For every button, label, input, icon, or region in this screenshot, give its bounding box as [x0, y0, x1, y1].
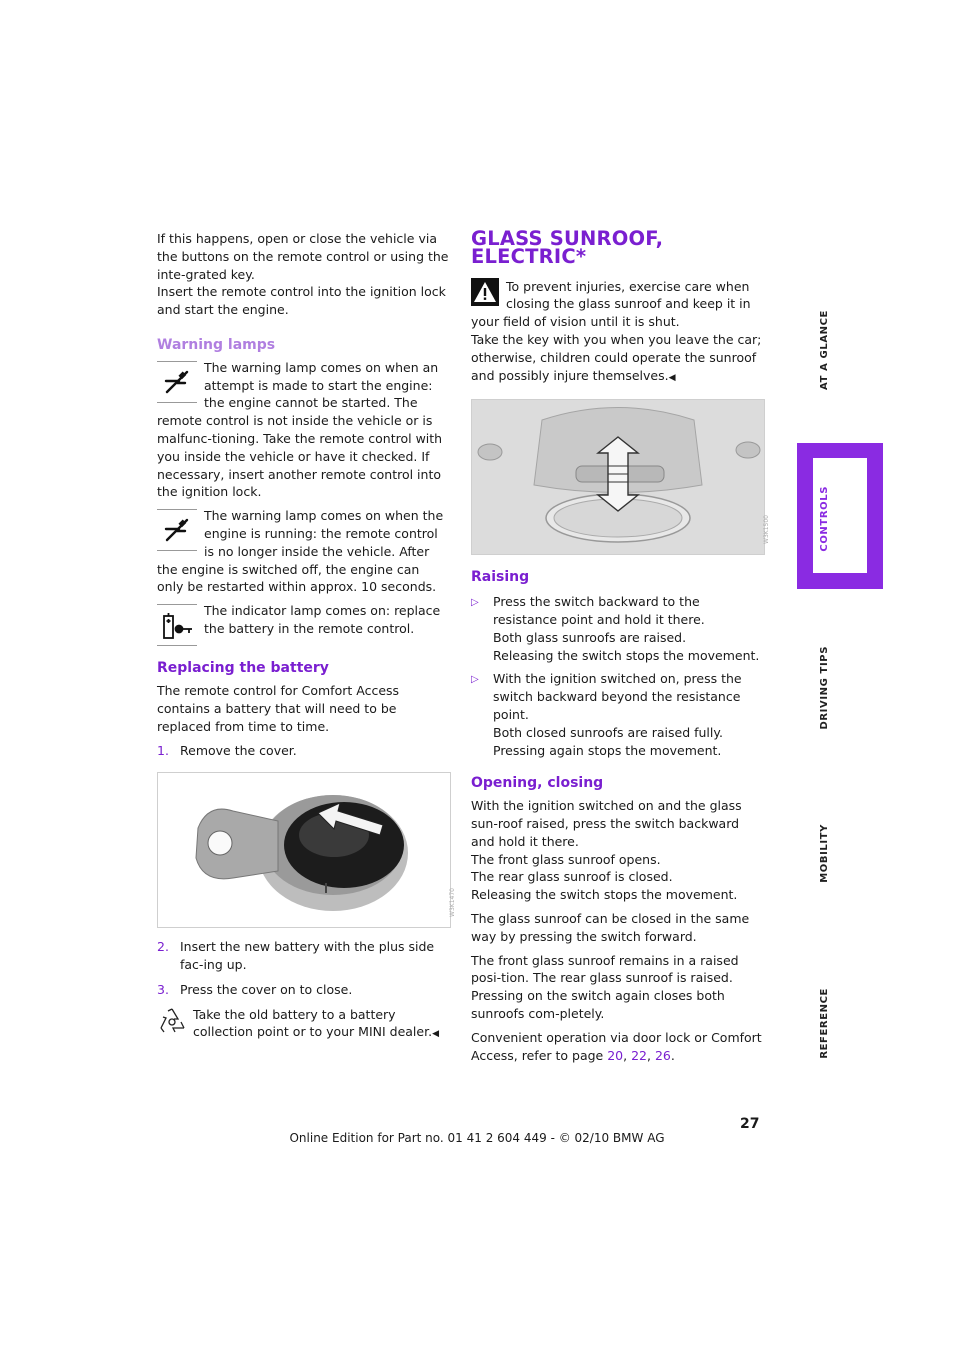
- figure-code: W3K1500: [763, 515, 771, 545]
- opening-text-7: Convenient operation via door lock or Comfort Access, refer to page 20, 22, 26.: [471, 1029, 762, 1063]
- battery-key-icon: [157, 604, 197, 646]
- step-text: Insert the new battery with the plus side fac-ing up.: [180, 939, 435, 972]
- recycle-text: Take the old battery to a battery collection point or to your MINI dealer.: [193, 1006, 433, 1040]
- key-crossed-icon: [157, 509, 197, 551]
- tab-mobility[interactable]: MOBILITY: [819, 824, 830, 883]
- warning-lamp-text-1: The warning lamp comes on when an attempt is made to start the engine: the engine cannot be started. The remote control is not inside the vehicle or is malfunc-tioning. Take the remote control with you inside the vehicle or have it checked. If necessary, insert another remote control into the ignition lock.: [157, 359, 443, 500]
- sunroof-switch-figure: [471, 399, 771, 555]
- step-text: Press the cover on to close.: [180, 981, 353, 997]
- bullet-text: Releasing the switch stops the movement.: [493, 647, 760, 663]
- intro-paragraph-1: If this happens, open or close the vehicle via the buttons on the remote control or using the inte-grated key.: [157, 231, 449, 282]
- bullet-triangle-icon: ▷: [471, 597, 479, 609]
- page-number: 27: [740, 1116, 760, 1132]
- bullet-triangle-icon: ▷: [471, 674, 479, 686]
- raising-bullet-1: [471, 593, 763, 664]
- bullet-text: Both glass sunroofs are raised.: [493, 629, 687, 645]
- raising-bullet-2: [471, 670, 763, 759]
- opening-text-4: Releasing the switch stops the movement.: [471, 887, 738, 903]
- indicator-lamp-block: [157, 602, 449, 638]
- raising-heading: Raising: [471, 569, 530, 586]
- bullet-text: With the ignition switched on, press the switch backward beyond the resistance point.: [493, 671, 742, 722]
- caution-text: To prevent injuries, exercise care when closing the glass sunroof and keep it in your field of vision until it is shut.: [471, 278, 751, 330]
- recycle-note: [157, 1006, 449, 1045]
- left-column: [157, 230, 457, 1044]
- right-column: [471, 227, 771, 1064]
- step-3: [157, 981, 449, 999]
- warning-lamp-block-1: [157, 359, 449, 501]
- page-title: GLASS SUNROOF, ELECTRIC*: [471, 227, 664, 268]
- warning-lamp-text-2: The warning lamp comes on when the engine is running: the remote control is no longer inside the vehicle. After the engine is switched off, the engine can only be restarted within approx. 10 seconds.: [157, 508, 444, 595]
- page-link-20[interactable]: 20: [607, 1047, 624, 1063]
- step-number: 3.: [157, 981, 169, 997]
- intro-paragraph-2: Insert the remote control into the ignition lock and start the engine.: [157, 284, 446, 318]
- end-mark-icon: ◀: [668, 372, 676, 383]
- remote-control-cover-figure: [157, 772, 457, 928]
- opening-text-6: The front glass sunroof remains in a raised posi-tion. The rear glass sunroof is raised. Pressing on the switch again closes both sunroofs com-pletely.: [471, 952, 739, 1021]
- opening-text-3: The rear glass sunroof is closed.: [471, 869, 673, 885]
- step-2: [157, 938, 449, 974]
- bullet-text: Press the switch backward to the resistance point and hold it there.: [493, 594, 705, 627]
- recycle-icon: [157, 1006, 187, 1036]
- page-link-26[interactable]: 26: [654, 1047, 671, 1063]
- page-link-22[interactable]: 22: [631, 1047, 647, 1063]
- indicator-lamp-text: The indicator lamp comes on: replace the battery in the remote control.: [204, 603, 441, 636]
- warning-lamps-heading: Warning lamps: [157, 336, 276, 353]
- opening-text-1: With the ignition switched on and the glass sun-roof raised, press the switch backward and hold it there.: [471, 798, 742, 849]
- replacing-battery-heading: Replacing the battery: [157, 660, 329, 677]
- opening-text-5: The glass sunroof can be closed in the same way by pressing the switch forward.: [471, 910, 750, 944]
- step-number: 1.: [157, 743, 169, 759]
- bullet-text: Pressing again stops the movement.: [493, 742, 722, 758]
- key-crossed-icon: [157, 361, 197, 403]
- warning-lamp-block-2: [157, 507, 449, 596]
- tab-reference[interactable]: REFERENCE: [819, 988, 830, 1059]
- step-1: [157, 742, 449, 760]
- tab-driving-tips[interactable]: DRIVING TIPS: [819, 646, 830, 730]
- step-text: Remove the cover.: [180, 743, 297, 759]
- caution-text-2: Take the key with you when you leave the car; otherwise, children could operate the sunroof and possibly injure themselves.: [471, 331, 762, 383]
- bullet-text: Both closed sunroofs are raised fully.: [493, 724, 723, 740]
- tab-at-a-glance[interactable]: AT A GLANCE: [819, 310, 830, 390]
- step-number: 2.: [157, 939, 169, 955]
- caution-block: [471, 278, 763, 388]
- figure-code: W3K1470: [449, 888, 457, 918]
- tab-controls[interactable]: CONTROLS: [819, 486, 830, 552]
- opening-text-2: The front glass sunroof opens.: [471, 851, 661, 867]
- end-mark-icon: ◀: [432, 1029, 439, 1040]
- replacing-battery-intro: The remote control for Comfort Access contains a battery that will need to be replaced from time to time.: [157, 682, 400, 734]
- opening-closing-heading: Opening, closing: [471, 775, 604, 792]
- warning-triangle-icon: [471, 278, 499, 306]
- footer: Online Edition for Part no. 01 41 2 604 449 - © 02/10 BMW AG: [289, 1131, 665, 1145]
